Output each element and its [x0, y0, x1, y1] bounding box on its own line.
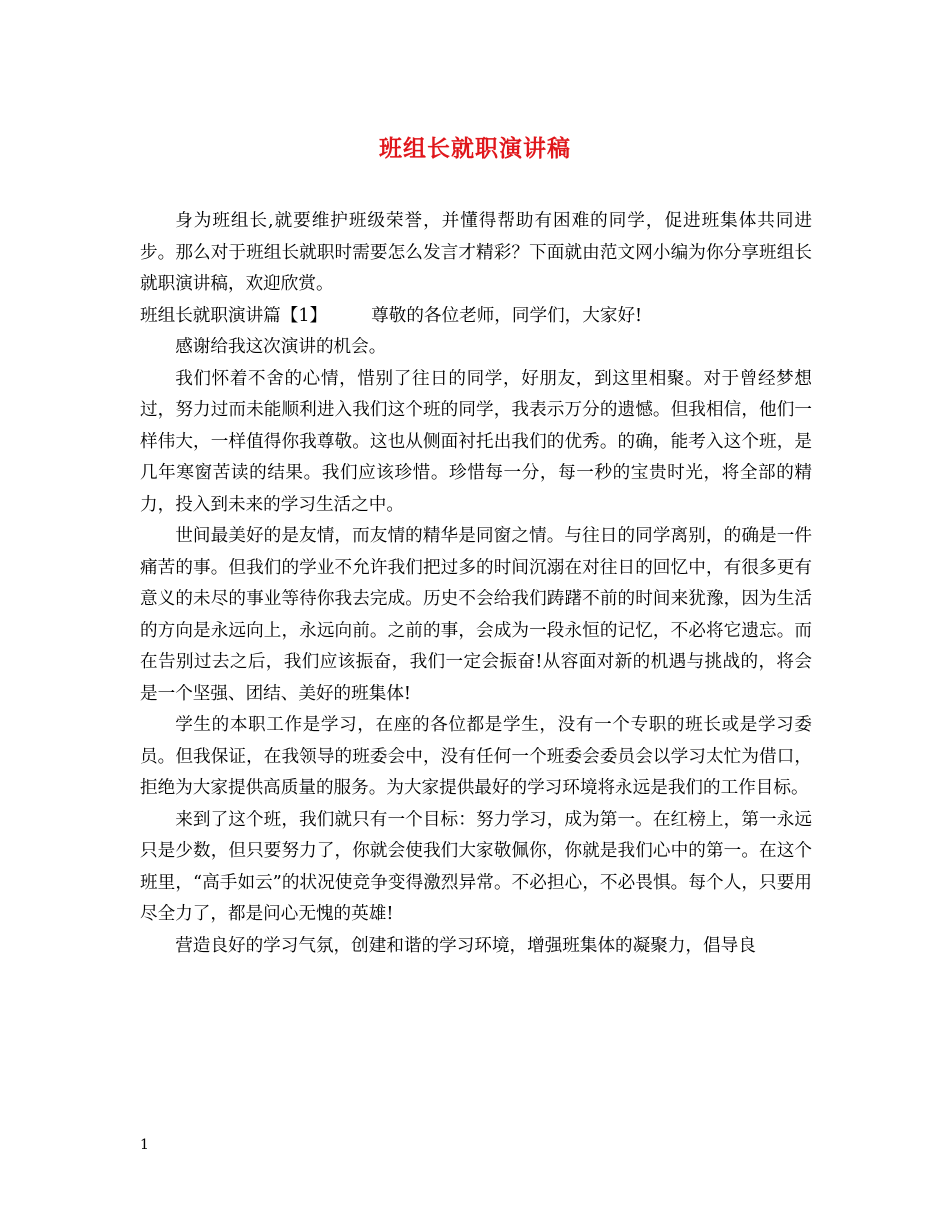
document-body — [140, 206, 812, 962]
section-heading: 班组长就职演讲篇【1】 — [140, 305, 328, 326]
page-number: 1 — [140, 1137, 149, 1153]
paragraph-farewell: 我们怀着不舍的心情，惜别了往日的同学，好朋友，到这里相聚。对于曾经梦想过，努力过而未能顺利进入我们这个班的同学，我表示万分的遗憾。但我相信，他们一样伟大，一样值得你我尊敬。这也从侧面衬托出我们的优秀。的确，能考入这个班，是几年寒窗苦读的结果。我们应该珍惜。珍惜每一分，每一秒的宝贵时光，将全部的精力，投入到未来的学习生活之中。 — [140, 368, 812, 515]
paragraph-goal: 来到了这个班，我们就只有一个目标：努力学习，成为第一。在红榜上，第一永远只是少数，但只要努力了，你就会使我们大家敬佩你，你就是我们心中的第一。在这个班里，“高手如云”的状况使竞争变得激烈异常。不必担心，不必畏惧。每个人，只要用尽全力了，都是问心无愧的英雄! — [140, 809, 812, 924]
paragraph-atmosphere: 营造良好的学习气氛，创建和谐的学习环境，增强班集体的凝聚力，倡导良 — [175, 935, 756, 956]
section-heading-line — [140, 301, 812, 333]
document-title: 班组长就职演讲稿 — [379, 135, 571, 162]
paragraph-thanks: 感谢给我这次演讲的机会。 — [175, 337, 387, 357]
paragraph-friendship: 世间最美好的是友情，而友情的精华是同窗之情。与往日的同学离别，的确是一件痛苦的事。但我们的学业不允许我们把过多的时间沉溺在对往日的回忆中，有很多更有意义的未尽的事业等待你我去完成。历史不会给我们踌躇不前的时间来犹豫，因为生活的方向是永远向上，永远向前。之前的事，会成为一段永恒的记忆，不必将它遗忘。而在告别过去之后，我们应该振奋，我们一定会振奋!从容面对新的机遇与挑战的，将会是一个坚强、团结、美好的班集体! — [140, 526, 812, 704]
paragraph-study: 学生的本职工作是学习，在座的各位都是学生，没有一个专职的班长或是学习委员。但我保证，在我领导的班委会中，没有任何一个班委会委员会以学习太忙为借口，拒绝为大家提供高质量的服务。为大家提供最好的学习环境将永远是我们的工作目标。 — [140, 715, 812, 798]
greeting: 尊敬的各位老师，同学们，大家好! — [371, 305, 643, 326]
intro-paragraph: 身为班组长,就要维护班级荣誉，并懂得帮助有困难的同学，促进班集体共同进步。那么对于班组长就职时需要怎么发言才精彩？下面就由范文网小编为你分享班组长就职演讲稿，欢迎欣赏。 — [140, 211, 812, 294]
